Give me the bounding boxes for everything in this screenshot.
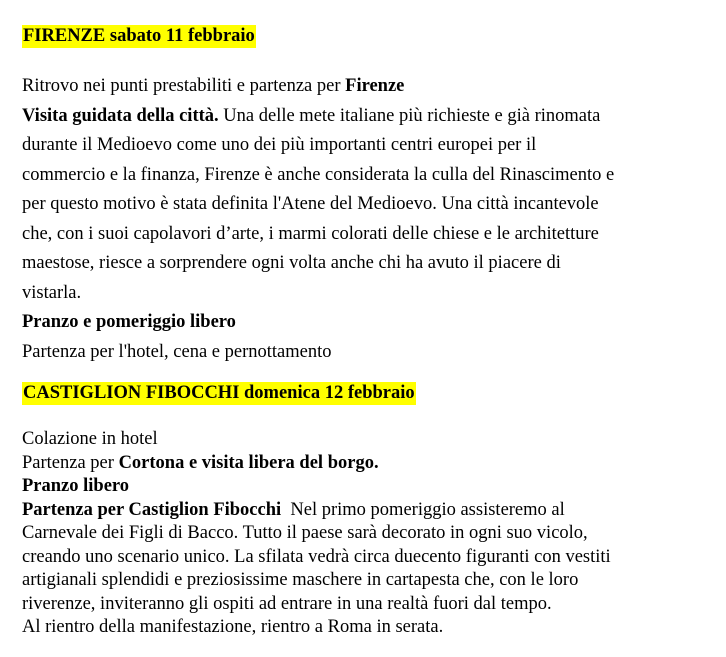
visit-line-5: che, con i suoi capolavori d’arte, i marmi colorati delle chiese e le architetture <box>22 223 599 244</box>
castiglion-text-1: Nel primo pomeriggio assisteremo al <box>281 499 565 520</box>
day2-heading: CASTIGLION FIBOCCHI domenica 12 febbraio <box>23 383 415 403</box>
castiglion-line-4: artigianali splendidi e preziosissime maschere in cartapesta che, con le loro <box>22 570 579 590</box>
lunch-line-2 <box>22 475 716 499</box>
visit-line-7: vistarla. <box>22 282 82 303</box>
lunch-label-2: Pranzo libero <box>22 476 130 496</box>
castiglion-label: Partenza per Castiglion Fibocchi <box>22 499 282 520</box>
day1-itinerary <box>22 72 716 367</box>
lunch-label: Pranzo e pomeriggio libero <box>22 312 236 332</box>
cortona-label: Cortona e visita libera del borgo. <box>118 452 379 473</box>
visit-line-6: maestose, riesce a sorprendere ogni volta anche chi ha avuto il piacere di <box>22 253 561 273</box>
visit-line-4: per questo motivo è stata definita l'Atene del Medioevo. Una città incantevole <box>22 194 599 214</box>
meeting-line <box>22 72 716 102</box>
day2-itinerary <box>22 428 716 640</box>
cortona-text: Partenza per <box>22 452 119 473</box>
visit-line-2: durante il Medioevo come uno dei più importanti centri europei per il <box>22 135 537 155</box>
evening-line: Partenza per l'hotel, cena e pernottamento <box>22 341 332 362</box>
castiglion-line-3: creando uno scenario unico. La sfilata vedrà circa duecento figuranti con vestiti <box>22 546 611 567</box>
castiglion-line-2: Carnevale dei Figli di Bacco. Tutto il paese sarà decorato in ogni suo vicolo, <box>22 523 588 543</box>
castiglion-line-1 <box>22 499 716 523</box>
guided-visit-label: Visita guidata della città. <box>22 105 219 126</box>
destination-firenze: Firenze <box>345 76 405 96</box>
visit-line-3: commercio e la finanza, Firenze è anche considerata la culla del Rinascimento e <box>22 164 615 185</box>
lunch-line <box>22 308 716 338</box>
visit-line-1 <box>22 102 716 132</box>
meeting-text: Ritrovo nei punti prestabiliti e partenza per <box>22 76 346 96</box>
visit-text-1: Una delle mete italiane più richieste e già rinomata <box>218 105 601 126</box>
castiglion-line-5: riverenze, inviteranno gli ospiti ad entrare in una realtà fuori dal tempo. <box>22 593 552 614</box>
cortona-line <box>22 452 716 476</box>
day1-heading: FIRENZE sabato 11 febbraio <box>23 26 255 46</box>
return-line: Al rientro della manifestazione, rientro a Roma in serata. <box>22 617 444 637</box>
breakfast-line: Colazione in hotel <box>22 429 158 449</box>
